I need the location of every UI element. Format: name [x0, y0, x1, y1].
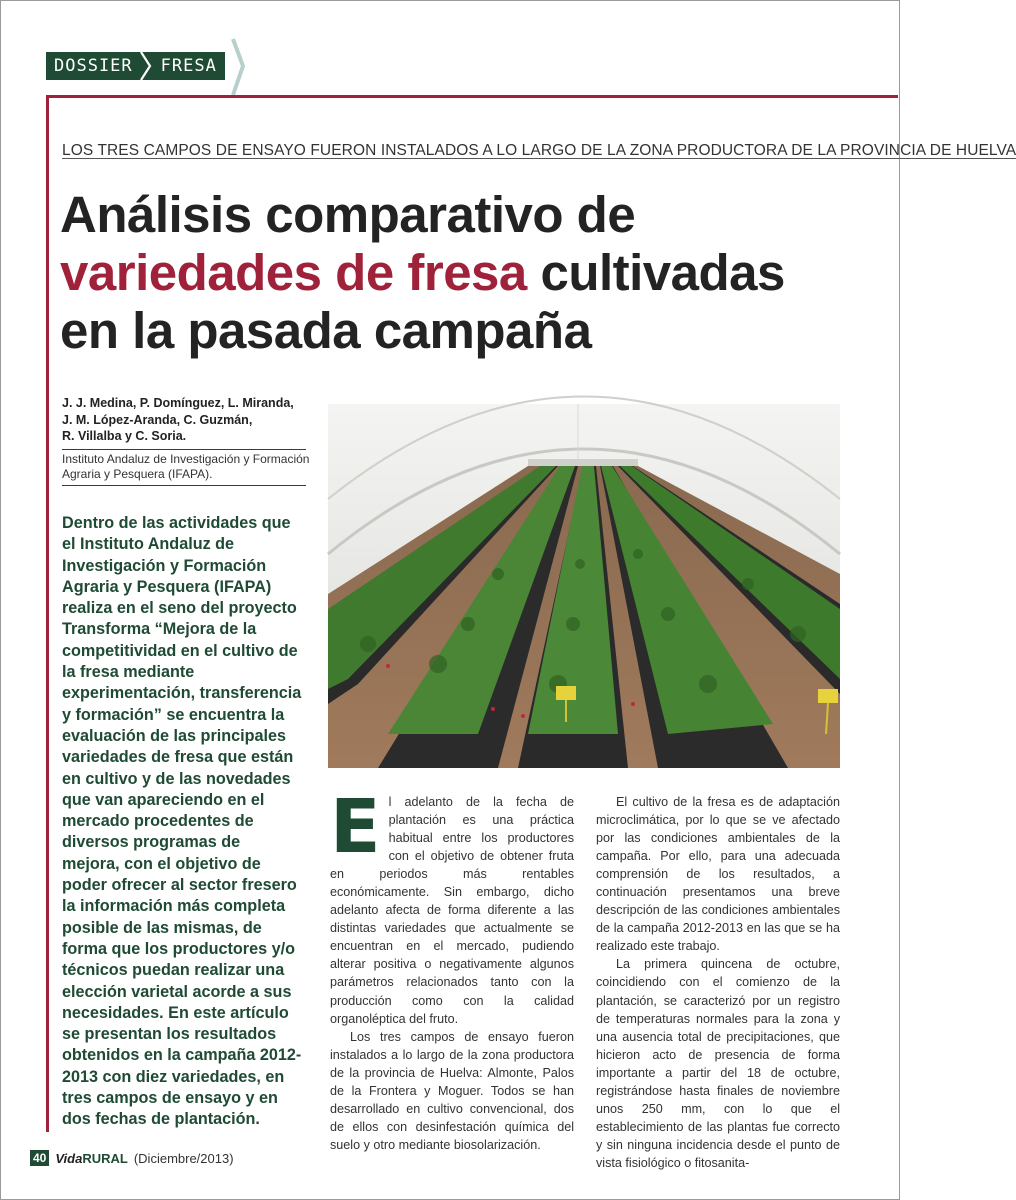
kicker-text: LOS TRES CAMPOS DE ENSAYO FUERON INSTALADOS A LO LARGO DE LA ZONA PRODUCTORA DE LA PROVINCIA DE HUELVA — [62, 142, 1016, 159]
page-number: 40 — [30, 1150, 49, 1166]
title-line-2-rest: cultivadas — [526, 244, 785, 301]
affiliation-rule-top — [62, 449, 306, 450]
chevron-right-icon — [228, 38, 248, 96]
body-paragraph: Los tres campos de ensayo fueron instalados a lo largo de la zona productora de la provincia de Huelva: Almonte, Palos de la Frontera y Moguer. Todos se han desarrollado en cultivo convencional, dos de ellos con desinfestación química del suelo y otro mediante biosolarización. — [330, 1029, 574, 1152]
affiliation: Instituto Andaluz de Investigación y Formación Agraria y Pesquera (IFAPA). — [62, 452, 310, 481]
issue-date: (Diciembre/2013) — [133, 1150, 234, 1166]
topic-label: FRESA — [153, 52, 225, 80]
greenhouse-photo — [328, 404, 840, 768]
authors — [62, 395, 294, 445]
authors-line: J. M. López-Aranda, C. Guzmán, — [62, 412, 253, 427]
title-accent: variedades de fresa — [60, 244, 527, 301]
chevron-separator-icon — [139, 52, 153, 80]
body-text: l adelanto de la fecha de plantación es una práctica habitual entre los productores con el objetivo de obtener fruta en periodos más rentables económicamente. Sin embargo, dicho adelanto afecta de forma diferente a las distintas variedades que actualmente se encuentran en el mercado, pudiendo alterar positiva o negativamente algunos parámetros relacionados tanto con la producción como con la calidad organoléptica del fruto. — [330, 795, 574, 1026]
body-column-2 — [596, 793, 840, 1172]
lead-paragraph: Dentro de las actividades que el Instituto Andaluz de Investigación y Formación Agraria y Pesquera (IFAPA) realiza en el seno del proyecto Transforma “Mejora de la competitividad en el cultivo de la fresa mediante experimentación, transferencia y formación” se encuentra la evaluación de las principales variedades de fresa que están en cultivo y de las novedades que van apareciendo en el mercado procedentes de diversos programas de mejora, con el objetivo de poder ofrecer al sector fresero la información más completa posible de las mismas, de forma que los productores y/o técnicos puedan realizar una elección varietal acorde a sus necesidades. En este artículo se presentan los resultados obtenidos en la campaña 2012-2013 con diez variedades, en tres campos de ensayo y en dos fechas de plantación. — [62, 514, 302, 1129]
drop-cap: E — [330, 784, 381, 870]
header-rule — [46, 95, 898, 98]
title-line-3: en la pasada campaña — [60, 302, 592, 359]
section-label: DOSSIER — [46, 52, 139, 80]
authors-line: R. Villalba y C. Soria. — [62, 429, 187, 443]
body-column-1 — [330, 784, 574, 1154]
page-footer — [30, 1150, 234, 1166]
authors-line: J. J. Medina, P. Domínguez, L. Miranda, — [62, 396, 294, 410]
body-paragraph: El cultivo de la fresa es de adaptación microclimática, por lo que se ve afectado por las condiciones ambientales de la campaña. Por ello, para una adecuada comprensión de los resultados, a continuación presentamos una breve descripción de las condiciones ambientales de la campaña 2012-2013 en las que se ha realizado este trabajo. — [596, 795, 840, 954]
article-title — [60, 186, 785, 360]
left-margin-rule — [46, 95, 49, 1132]
section-tag — [46, 52, 225, 80]
title-line-1: Análisis comparativo de — [60, 186, 636, 243]
affiliation-rule-bottom — [62, 485, 306, 486]
body-paragraph — [330, 784, 574, 1028]
magazine-name: VidaRURAL — [55, 1150, 128, 1166]
body-paragraph: La primera quincena de octubre, coincidiendo con el comienzo de la plantación, se caracterizó por un registro de temperaturas normales para la zona y una ausencia total de precipitaciones, que hicieron acto de presencia de forma importante a partir del 18 de octubre, registrándose hasta finales de noviembre unos 250 mm, con lo que el establecimiento de las plantas fue correcto y sin ninguna incidencia desde el punto de vista fisiológico o fitosanita- — [596, 957, 840, 1170]
